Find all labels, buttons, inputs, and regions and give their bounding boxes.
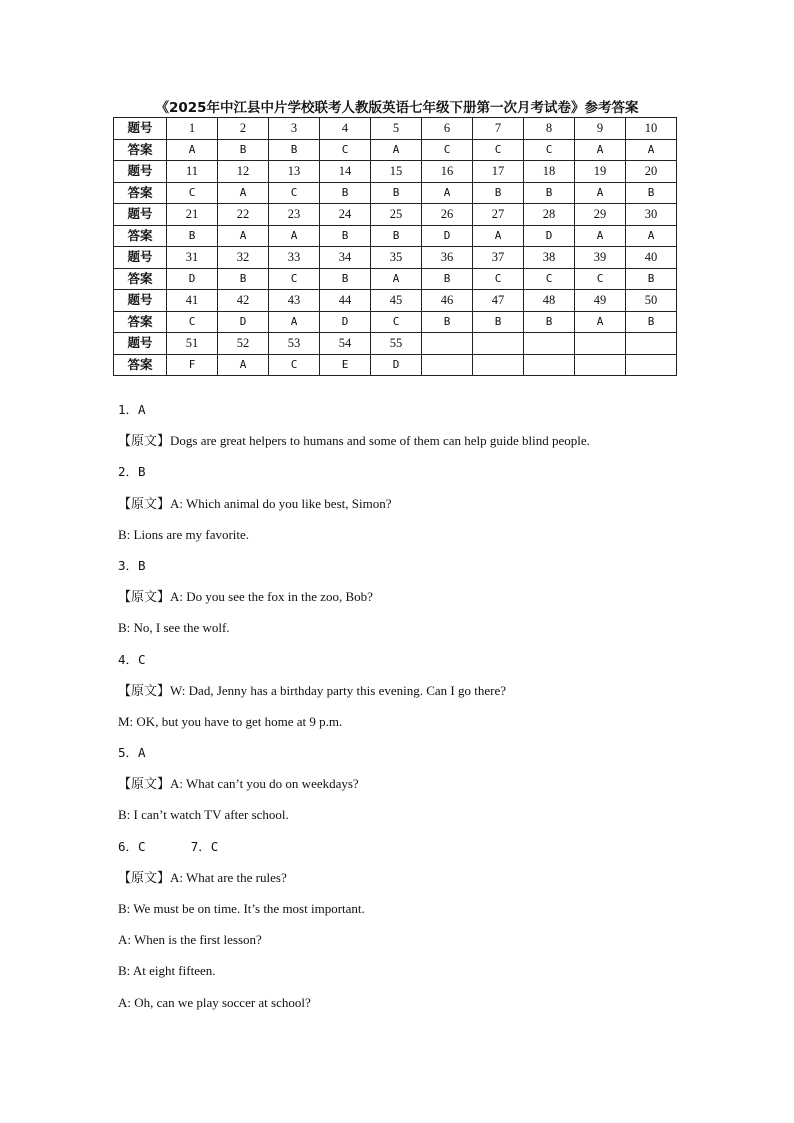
question-number-cell: 47 [473, 290, 524, 312]
answer-cell: C [167, 182, 218, 204]
transcript-text: A: Do you see the fox in the zoo, Bob? [170, 589, 373, 605]
answer-row [114, 354, 677, 376]
question-number-cell: 11 [167, 161, 218, 183]
answer-cell: B [422, 311, 473, 333]
answer-cell: B [218, 268, 269, 290]
transcript-line [118, 430, 698, 461]
transcript-line [118, 773, 698, 804]
question-answer-line: 6．C 7．C [118, 838, 219, 854]
page-title: 《2025年中江县中片学校联考人教版英语七年级下册第一次月考试卷》参考答案 [155, 100, 639, 116]
question-number-cell: 52 [218, 333, 269, 355]
transcript-line [118, 867, 698, 898]
answer-label: 答案 [114, 354, 167, 376]
question-number-cell: 10 [626, 118, 677, 140]
answer-cell: A [218, 225, 269, 247]
question-number-cell: 44 [320, 290, 371, 312]
answer-row [114, 225, 677, 247]
question-number-label: 题号 [114, 204, 167, 226]
transcript-text: A: What are the rules? [170, 869, 287, 885]
answer-cell [473, 354, 524, 376]
answer-cell [575, 354, 626, 376]
question-answer-line: 5．A [118, 745, 146, 761]
question-number-cell: 1 [167, 118, 218, 140]
answer-cell: C [524, 268, 575, 290]
transcript-text: Dogs are great helpers to humans and some of them can help guide blind people. [170, 433, 590, 449]
question-number-cell: 18 [524, 161, 575, 183]
question-number-cell [524, 333, 575, 355]
question-number-cell [473, 333, 524, 355]
question-number-label: 题号 [114, 118, 167, 140]
transcript-line: A: Oh, can we play soccer at school? [118, 994, 311, 1010]
question-number-cell: 29 [575, 204, 626, 226]
question-answer-line: 4．C [118, 651, 146, 667]
question-number-cell: 5 [371, 118, 422, 140]
question-number-cell: 50 [626, 290, 677, 312]
question-number-row [114, 118, 677, 140]
question-number-cell: 51 [167, 333, 218, 355]
question-number-cell: 22 [218, 204, 269, 226]
answer-cell: A [371, 139, 422, 161]
answer-row [114, 139, 677, 161]
question-number-cell: 39 [575, 247, 626, 269]
answer-cell: A [575, 139, 626, 161]
answer-cell: C [422, 139, 473, 161]
question-number-cell [422, 333, 473, 355]
answer-cell: C [167, 311, 218, 333]
answer-cell: D [167, 268, 218, 290]
question-number-cell: 15 [371, 161, 422, 183]
transcript-line: M: OK, but you have to get home at 9 p.m. [118, 713, 343, 729]
question-number-cell: 40 [626, 247, 677, 269]
answer-cell: A [575, 182, 626, 204]
answer-cell: B [473, 311, 524, 333]
transcript-line [118, 493, 698, 524]
transcript-line [118, 586, 698, 617]
question-number-row [114, 290, 677, 312]
question-number-cell: 12 [218, 161, 269, 183]
answer-cell: A [575, 311, 626, 333]
transcript-line: B: We must be on time. It’s the most important. [118, 901, 365, 916]
answer-cell: A [575, 225, 626, 247]
question-number-cell: 24 [320, 204, 371, 226]
question-number-label: 题号 [114, 161, 167, 183]
question-number-label: 题号 [114, 333, 167, 355]
answer-cell: A [167, 139, 218, 161]
transcript-text: W: Dad, Jenny has a birthday party this evening. Can I go there? [170, 682, 506, 698]
question-number-cell: 34 [320, 247, 371, 269]
answer-cell: C [524, 139, 575, 161]
question-number-cell: 38 [524, 247, 575, 269]
question-number-cell: 23 [269, 204, 320, 226]
answer-label: 答案 [114, 311, 167, 333]
question-number-row [114, 161, 677, 183]
original-text-tag: 【原文】 [118, 870, 171, 886]
question-number-cell: 2 [218, 118, 269, 140]
question-number-cell: 14 [320, 161, 371, 183]
answer-cell: C [320, 139, 371, 161]
answer-cell: B [371, 225, 422, 247]
question-number-cell: 8 [524, 118, 575, 140]
transcript-text: A: What can’t you do on weekdays? [170, 776, 359, 792]
question-number-cell: 31 [167, 247, 218, 269]
answer-cell: C [473, 139, 524, 161]
question-number-cell: 25 [371, 204, 422, 226]
question-number-cell: 49 [575, 290, 626, 312]
answer-cell: B [269, 139, 320, 161]
question-number-cell: 46 [422, 290, 473, 312]
answer-cell: E [320, 354, 371, 376]
explanations [118, 399, 698, 1023]
answer-cell: F [167, 354, 218, 376]
answer-cell: B [473, 182, 524, 204]
answer-cell: D [422, 225, 473, 247]
answer-cell [524, 354, 575, 376]
original-text-tag: 【原文】 [118, 777, 171, 793]
question-number-cell: 35 [371, 247, 422, 269]
question-number-row [114, 333, 677, 355]
answer-cell: B [320, 182, 371, 204]
answer-cell: A [371, 268, 422, 290]
question-number-cell: 54 [320, 333, 371, 355]
answer-cell: B [626, 311, 677, 333]
question-number-cell: 20 [626, 161, 677, 183]
question-number-cell: 41 [167, 290, 218, 312]
question-number-cell: 48 [524, 290, 575, 312]
question-number-cell: 7 [473, 118, 524, 140]
answer-cell: D [524, 225, 575, 247]
question-number-row [114, 247, 677, 269]
question-answer-line: 2．B [118, 464, 146, 480]
answer-cell: A [473, 225, 524, 247]
question-answer-line: 3．B [118, 557, 146, 573]
answer-cell: B [422, 268, 473, 290]
answer-cell: B [524, 311, 575, 333]
answer-cell [422, 354, 473, 376]
answer-cell: B [320, 225, 371, 247]
answer-cell: A [626, 139, 677, 161]
question-number-row [114, 204, 677, 226]
question-number-cell [575, 333, 626, 355]
question-number-cell: 53 [269, 333, 320, 355]
answer-cell: A [269, 225, 320, 247]
transcript-line: B: I can’t watch TV after school. [118, 807, 289, 823]
question-number-cell: 19 [575, 161, 626, 183]
answer-cell: C [371, 311, 422, 333]
answer-cell: B [626, 268, 677, 290]
answer-cell: B [167, 225, 218, 247]
question-number-cell [626, 333, 677, 355]
answer-label: 答案 [114, 268, 167, 290]
answer-cell: B [626, 182, 677, 204]
answer-row [114, 182, 677, 204]
question-number-label: 题号 [114, 290, 167, 312]
answer-label: 答案 [114, 139, 167, 161]
transcript-line [118, 680, 698, 711]
question-number-cell: 17 [473, 161, 524, 183]
question-number-cell: 32 [218, 247, 269, 269]
question-number-cell: 4 [320, 118, 371, 140]
original-text-tag: 【原文】 [118, 590, 171, 606]
answer-cell: A [218, 182, 269, 204]
question-number-cell: 42 [218, 290, 269, 312]
question-number-label: 题号 [114, 247, 167, 269]
answer-cell: A [218, 354, 269, 376]
answer-cell: D [320, 311, 371, 333]
question-number-cell: 9 [575, 118, 626, 140]
answer-cell: C [269, 354, 320, 376]
question-number-cell: 36 [422, 247, 473, 269]
answer-cell [626, 354, 677, 376]
answer-table [113, 117, 677, 376]
question-number-cell: 33 [269, 247, 320, 269]
question-number-cell: 26 [422, 204, 473, 226]
answer-cell: C [269, 268, 320, 290]
question-number-cell: 3 [269, 118, 320, 140]
original-text-tag: 【原文】 [118, 496, 171, 512]
answer-row [114, 311, 677, 333]
original-text-tag: 【原文】 [118, 434, 171, 450]
question-number-cell: 6 [422, 118, 473, 140]
answer-cell: C [269, 182, 320, 204]
question-number-cell: 13 [269, 161, 320, 183]
question-answer-line: 1．A [118, 402, 146, 417]
question-number-cell: 43 [269, 290, 320, 312]
transcript-line: B: Lions are my favorite. [118, 526, 250, 542]
answer-cell: B [218, 139, 269, 161]
answer-cell: A [626, 225, 677, 247]
answer-cell: C [575, 268, 626, 290]
question-number-cell: 16 [422, 161, 473, 183]
question-number-cell: 28 [524, 204, 575, 226]
answer-cell: A [269, 311, 320, 333]
answer-cell: C [473, 268, 524, 290]
answer-cell: B [524, 182, 575, 204]
transcript-line: A: When is the first lesson? [118, 932, 262, 948]
transcript-line: B: At eight fifteen. [118, 963, 216, 979]
answer-cell: B [371, 182, 422, 204]
transcript-text: A: Which animal do you like best, Simon? [170, 495, 392, 511]
question-number-cell: 45 [371, 290, 422, 312]
answer-cell: D [371, 354, 422, 376]
transcript-line: B: No, I see the wolf. [118, 620, 230, 636]
answer-cell: D [218, 311, 269, 333]
question-number-cell: 30 [626, 204, 677, 226]
question-number-cell: 21 [167, 204, 218, 226]
answer-row [114, 268, 677, 290]
answer-label: 答案 [114, 225, 167, 247]
answer-cell: B [320, 268, 371, 290]
original-text-tag: 【原文】 [118, 683, 171, 699]
question-number-cell: 37 [473, 247, 524, 269]
answer-label: 答案 [114, 182, 167, 204]
question-number-cell: 55 [371, 333, 422, 355]
answer-cell: A [422, 182, 473, 204]
question-number-cell: 27 [473, 204, 524, 226]
